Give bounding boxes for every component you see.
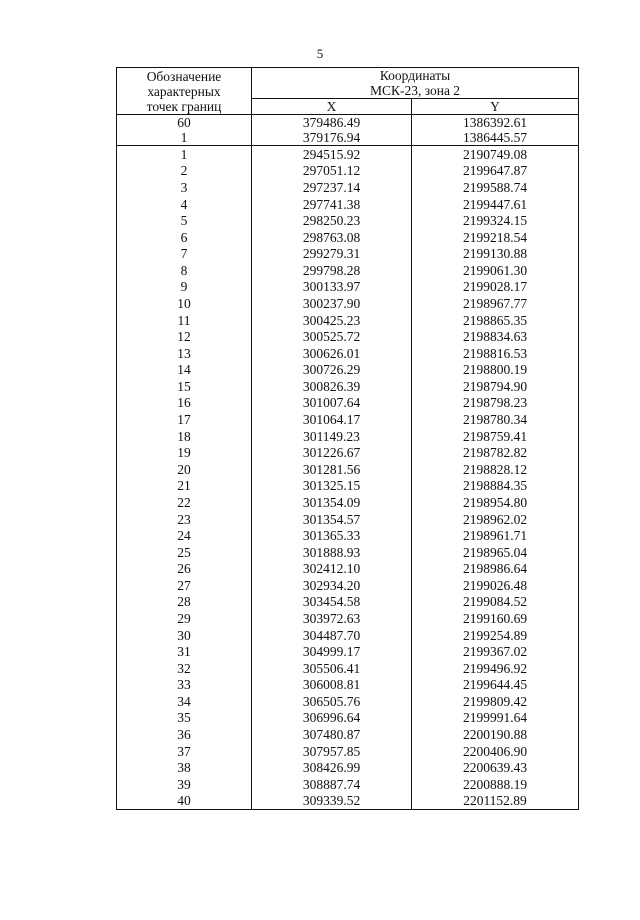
previous-x-cell [252,115,412,146]
x-coordinate-cell: 301226.67 [252,444,412,461]
point-label-cell: 3 [117,179,252,196]
table-row [117,594,579,611]
point-label-header [117,68,252,115]
table-row [117,610,579,627]
previous-label-cell [117,115,252,146]
point-label-cell: 14 [117,362,252,379]
x-coordinate-cell: 300726.29 [252,362,412,379]
x-coordinate-cell: 309339.52 [252,793,412,810]
x-coordinate-cell: 301007.64 [252,395,412,412]
y-coordinate-cell: 2199160.69 [412,610,579,627]
table-row [117,444,579,461]
y-coordinate-cell: 2199130.88 [412,245,579,262]
table-row [117,544,579,561]
table-row [117,560,579,577]
x-coordinate-cell: 300626.01 [252,345,412,362]
y-coordinate-cell: 2198759.41 [412,428,579,445]
x-coordinate-cell: 306505.76 [252,693,412,710]
x-coordinate-cell: 301354.57 [252,511,412,528]
y-coordinate-cell: 2198884.35 [412,478,579,495]
y-coordinate-cell: 2199218.54 [412,229,579,246]
point-label-cell: 28 [117,594,252,611]
y-coordinate-cell: 2198798.23 [412,395,579,412]
table-row [117,179,579,196]
table-row [117,328,579,345]
y-coordinate-cell: 2199496.92 [412,660,579,677]
y-coordinate-cell: 2199647.87 [412,163,579,180]
table-row [117,494,579,511]
x-coordinate-cell: 297051.12 [252,163,412,180]
y-coordinate-cell: 2199644.45 [412,677,579,694]
point-label-cell: 24 [117,527,252,544]
table-row [117,345,579,362]
x-coordinate-cell: 303454.58 [252,594,412,611]
y-coordinate-cell: 2200406.90 [412,743,579,760]
point-label-cell: 35 [117,710,252,727]
y-coordinate-cell: 2200888.19 [412,776,579,793]
table-row [117,627,579,644]
x-coordinate-cell: 303972.63 [252,610,412,627]
x-coordinate-cell: 294515.92 [252,146,412,163]
table-header [117,68,579,115]
table-row [117,643,579,660]
coordinates-header [252,68,579,99]
x-coordinate-cell: 306008.81 [252,677,412,694]
previous-y-cell [412,115,579,146]
point-label-cell: 26 [117,560,252,577]
point-label-cell: 31 [117,643,252,660]
point-label-cell: 38 [117,759,252,776]
header-coords-line: МСК-23, зона 2 [369,83,461,98]
point-label-cell: 8 [117,262,252,279]
x-coordinate-cell: 300237.90 [252,295,412,312]
point-label-cell: 16 [117,395,252,412]
table-row [117,743,579,760]
point-label-cell: 11 [117,312,252,329]
y-coordinate-cell: 2199061.30 [412,262,579,279]
y-coordinate-cell: 2198782.82 [412,444,579,461]
x-coordinate-cell: 302412.10 [252,560,412,577]
y-column-header: Y [412,99,579,115]
table-row [117,693,579,710]
table-body [117,146,579,810]
table-row [117,660,579,677]
previous-row-label: 60 [177,115,191,130]
point-label-cell: 40 [117,793,252,810]
table-row [117,212,579,229]
x-coordinate-cell: 308426.99 [252,759,412,776]
point-label-cell: 34 [117,693,252,710]
x-coordinate-cell: 301354.09 [252,494,412,511]
point-label-cell: 12 [117,328,252,345]
point-label-cell: 30 [117,627,252,644]
y-coordinate-cell: 2199026.48 [412,577,579,594]
previous-rows [117,115,579,146]
y-coordinate-cell: 2190749.08 [412,146,579,163]
x-coordinate-cell: 304999.17 [252,643,412,660]
page-number: 5 [316,46,324,61]
header-row-top [117,68,579,99]
point-label-cell: 15 [117,378,252,395]
table-row [117,411,579,428]
table-row [117,677,579,694]
point-label-cell: 4 [117,196,252,213]
x-coordinate-cell: 306996.64 [252,710,412,727]
point-label-cell: 1 [117,146,252,163]
y-coordinate-cell: 2199447.61 [412,196,579,213]
y-coordinate-cell: 2198794.90 [412,378,579,395]
table-row [117,395,579,412]
y-coordinate-cell: 2199254.89 [412,627,579,644]
x-coordinate-cell: 302934.20 [252,577,412,594]
x-coordinate-cell: 297741.38 [252,196,412,213]
x-coordinate-cell: 308887.74 [252,776,412,793]
table-row [117,793,579,810]
point-label-cell: 13 [117,345,252,362]
x-coordinate-cell: 301365.33 [252,527,412,544]
table-row [117,196,579,213]
previous-row-x: 379176.94 [302,130,361,145]
header-label-line: точек границ [146,98,222,114]
y-coordinate-cell: 2199991.64 [412,710,579,727]
point-label-cell: 23 [117,511,252,528]
x-coordinate-cell: 304487.70 [252,627,412,644]
y-coordinate-cell: 2198986.64 [412,560,579,577]
x-coordinate-cell: 305506.41 [252,660,412,677]
table-row [117,511,579,528]
point-label-cell: 19 [117,444,252,461]
x-coordinate-cell: 300525.72 [252,328,412,345]
header-coords-line: Координаты [379,68,451,83]
point-label-cell: 36 [117,726,252,743]
point-label-cell: 22 [117,494,252,511]
x-coordinate-cell: 307957.85 [252,743,412,760]
x-coordinate-cell: 299279.31 [252,245,412,262]
table-row [117,312,579,329]
point-label-cell: 9 [117,279,252,296]
table-row [117,527,579,544]
table-row [117,428,579,445]
y-coordinate-cell: 2198965.04 [412,544,579,561]
y-coordinate-cell: 2198865.35 [412,312,579,329]
point-label-cell: 20 [117,461,252,478]
coordinates-table [116,67,579,810]
point-label-cell: 10 [117,295,252,312]
table-row [117,163,579,180]
point-label-cell: 7 [117,245,252,262]
y-coordinate-cell: 2198800.19 [412,362,579,379]
y-coordinate-cell: 2198954.80 [412,494,579,511]
y-coordinate-cell: 2201152.89 [412,793,579,810]
table-row [117,146,579,163]
y-coordinate-cell: 2199809.42 [412,693,579,710]
y-coordinate-cell: 2199084.52 [412,594,579,611]
y-coordinate-cell: 2199028.17 [412,279,579,296]
table-row [117,577,579,594]
x-coordinate-cell: 301325.15 [252,478,412,495]
point-label-cell: 32 [117,660,252,677]
table-row [117,461,579,478]
header-label-line: характерных [147,83,221,99]
y-coordinate-cell: 2198828.12 [412,461,579,478]
y-coordinate-cell: 2198816.53 [412,345,579,362]
point-label-cell: 33 [117,677,252,694]
y-coordinate-cell: 2198967.77 [412,295,579,312]
table-row [117,726,579,743]
x-coordinate-cell: 299798.28 [252,262,412,279]
y-coordinate-cell: 2199324.15 [412,212,579,229]
point-label-cell: 27 [117,577,252,594]
point-label-cell: 25 [117,544,252,561]
table-row [117,776,579,793]
x-coordinate-cell: 300826.39 [252,378,412,395]
x-coordinate-cell: 298250.23 [252,212,412,229]
x-coordinate-cell: 301149.23 [252,428,412,445]
y-coordinate-cell: 2199588.74 [412,179,579,196]
x-coordinate-cell: 301064.17 [252,411,412,428]
x-column-header: X [252,99,412,115]
x-coordinate-cell: 300425.23 [252,312,412,329]
point-label-cell: 2 [117,163,252,180]
point-label-cell: 29 [117,610,252,627]
point-label-cell: 5 [117,212,252,229]
x-coordinate-cell: 300133.97 [252,279,412,296]
point-label-cell: 6 [117,229,252,246]
x-coordinate-cell: 307480.87 [252,726,412,743]
y-coordinate-cell: 2198834.63 [412,328,579,345]
table-row [117,262,579,279]
point-label-cell: 21 [117,478,252,495]
x-coordinate-cell: 298763.08 [252,229,412,246]
y-coordinate-cell: 2199367.02 [412,643,579,660]
point-label-cell: 18 [117,428,252,445]
x-coordinate-cell: 297237.14 [252,179,412,196]
x-coordinate-cell: 301281.56 [252,461,412,478]
y-coordinate-cell: 2198961.71 [412,527,579,544]
header-label-line: Обозначение [146,68,222,84]
y-coordinate-cell: 2198780.34 [412,411,579,428]
table-row [117,362,579,379]
y-coordinate-cell: 2198962.02 [412,511,579,528]
table-row [117,295,579,312]
table-row [117,378,579,395]
table-row [117,759,579,776]
point-label-cell: 37 [117,743,252,760]
previous-row-y: 1386392.61 [462,115,528,130]
x-coordinate-cell: 301888.93 [252,544,412,561]
previous-rows-block [117,115,579,146]
table-row [117,478,579,495]
previous-row-x: 379486.49 [302,115,361,130]
table-row [117,279,579,296]
point-label-cell: 39 [117,776,252,793]
table-row [117,245,579,262]
previous-row-y: 1386445.57 [462,130,528,145]
y-coordinate-cell: 2200639.43 [412,759,579,776]
point-label-cell: 17 [117,411,252,428]
table-row [117,710,579,727]
y-coordinate-cell: 2200190.88 [412,726,579,743]
table-row [117,229,579,246]
previous-row-label: 1 [180,130,188,145]
